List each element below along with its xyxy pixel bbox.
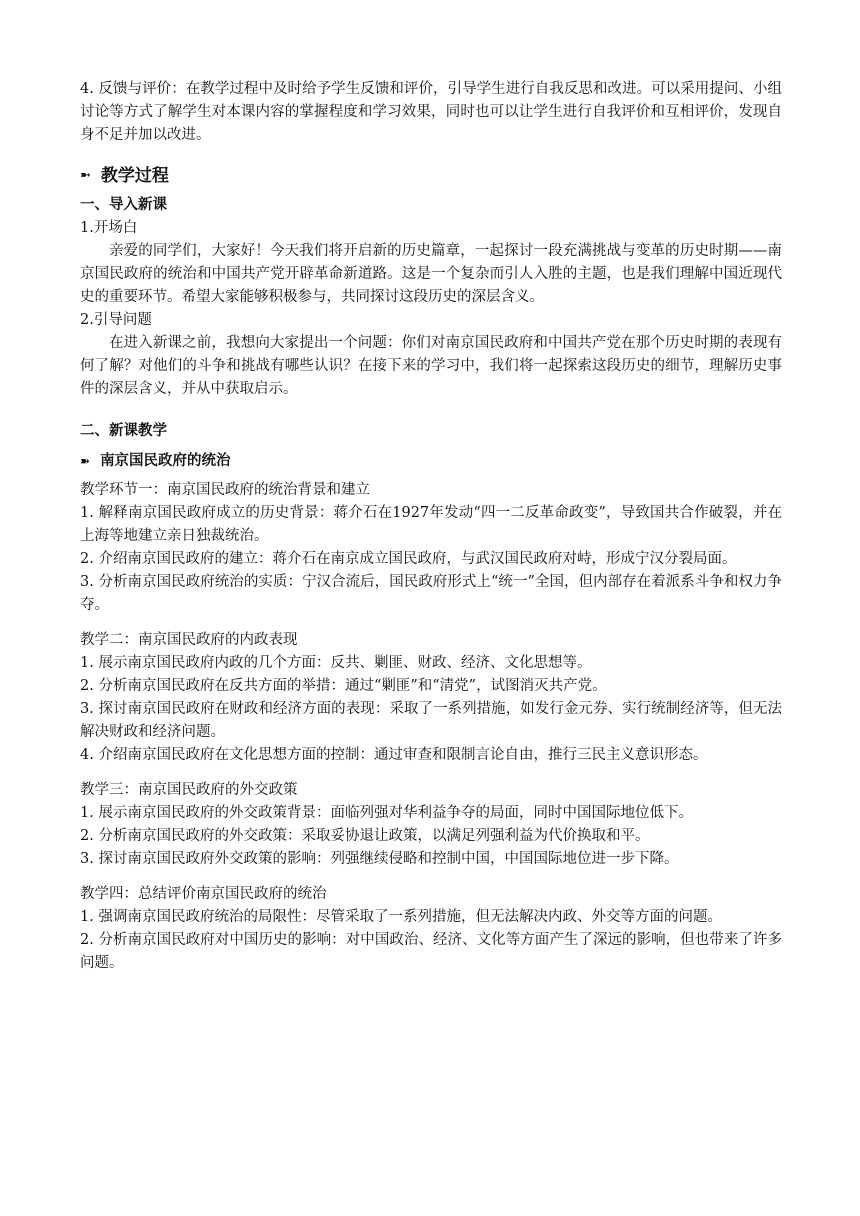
list-item: 3. 探讨南京国民政府在财政和经济方面的表现：采取了一系列措施，如发行金元券、实行统制经济等，但无法解决财政和经济问题。 [80, 701, 782, 740]
part1-sub1-text: 亲爱的同学们，大家好！今天我们将开启新的历史篇章，一起探讨一段充满挑战与变革的历史时期——南京国民政府的统治和中国共产党开辟革命新道路。这是一个复杂而引人入胜的主题，也是我们理解中国近现代史的重要环节。希望大家能够积极参与，共同探讨这段历史的深层含义。 [80, 243, 782, 305]
block-title: 教学环节一：南京国民政府的统治背景和建立 [80, 482, 370, 498]
list-item: 2. 分析南京国民政府在反共方面的举措：通过“剿匪”和“清党”，试图消灭共产党。 [80, 678, 607, 694]
arrow-icon: ➽ [80, 454, 91, 468]
part1-heading: 一、导入新课 [80, 197, 167, 213]
block-3 [80, 779, 782, 871]
block-4 [80, 883, 782, 975]
intro-paragraph: 4. 反馈与评价：在教学过程中及时给予学生反馈和评价，引导学生进行自我反思和改进。可以采用提问、小组讨论等方式了解学生对本课内容的掌握程度和学习效果，同时也可以让学生进行自我评价和互相评价，发现自身不足并加以改进。 [80, 81, 782, 143]
part1-sub2-text: 在进入新课之前，我想向大家提出一个问题：你们对南京国民政府和中国共产党在那个历史时期的表现有何了解？对他们的斗争和挑战有哪些认识？在接下来的学习中，我们将一起探索这段历史的细节，理解历史事件的深层含义，并从中获取启示。 [80, 335, 782, 397]
block-title: 教学二：南京国民政府的内政表现 [80, 632, 298, 648]
topic-title-text: 南京国民政府的统治 [100, 453, 231, 469]
arrow-icon: ➼ [80, 168, 91, 183]
block-title: 教学四：总结评价南京国民政府的统治 [80, 886, 327, 902]
list-item: 1. 展示南京国民政府内政的几个方面：反共、剿匪、财政、经济、文化思想等。 [80, 655, 592, 671]
block-2 [80, 629, 782, 767]
document-page [80, 78, 782, 975]
list-item: 1. 解释南京国民政府成立的历史背景：蒋介石在1927年发动“四一二反革命政变”，导致国共合作破裂，并在上海等地建立亲日独裁统治。 [80, 505, 782, 544]
list-item: 1. 展示南京国民政府的外交政策背景：面临列强对华利益争夺的局面，同时中国国际地位低下。 [80, 805, 693, 821]
block-1 [80, 479, 782, 617]
part1-sub1-title: 1.开场白 [80, 220, 138, 236]
list-item: 2. 介绍南京国民政府的建立：蒋介石在南京成立国民政府，与武汉国民政府对峙，形成宁汉分裂局面。 [80, 551, 737, 567]
list-item: 3. 分析南京国民政府统治的实质：宁汉合流后，国民政府形式上“统一”全国，但内部存在着派系斗争和权力争夺。 [80, 574, 782, 613]
topic-title [80, 449, 782, 473]
list-item: 3. 探讨南京国民政府外交政策的影响：列强继续侵略和控制中国，中国国际地位进一步下降。 [80, 851, 679, 867]
list-item: 4. 介绍南京国民政府在文化思想方面的控制：通过审查和限制言论自由，推行三民主义意识形态。 [80, 747, 708, 763]
list-item: 1. 强调南京国民政府统治的局限性：尽管采取了一系列措施，但无法解决内政、外交等方面的问题。 [80, 909, 722, 925]
section-title-text: 教学过程 [100, 166, 169, 186]
list-item: 2. 分析南京国民政府的外交政策：采取妥协退让政策，以满足列强利益为代价换取和平。 [80, 828, 650, 844]
part2-heading: 二、新课教学 [80, 423, 167, 439]
list-item: 2. 分析南京国民政府对中国历史的影响：对中国政治、经济、文化等方面产生了深远的影响，但也带来了许多问题。 [80, 932, 782, 971]
part1-sub2-title: 2.引导问题 [80, 312, 152, 328]
block-title: 教学三：南京国民政府的外交政策 [80, 782, 298, 798]
section-title [80, 163, 782, 189]
